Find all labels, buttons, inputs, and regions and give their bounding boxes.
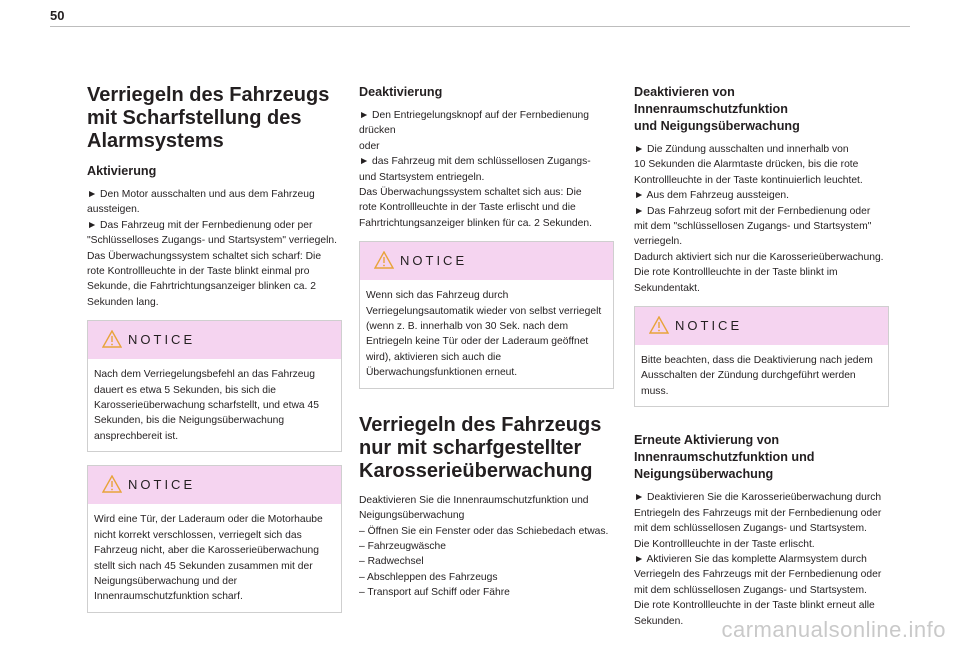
- notice-header: [88, 321, 341, 359]
- warning-triangle-icon: [102, 475, 122, 493]
- list-item: – Abschleppen des Fahrzeugs: [359, 571, 498, 583]
- subheading-deactivate-interior: Deaktivieren von Innenraumschutzfunktion und Neigungsüberwachung: [634, 85, 800, 133]
- notice-box-2: [87, 465, 342, 612]
- section-title-body-monitoring: Verriegeln des Fahrzeugs nur mit scharfgestellter Karosserieüberwachung: [359, 413, 602, 482]
- section-title-locking-alarm: Verriegeln des Fahrzeugs mit Scharfstellung des Alarmsystems: [87, 84, 330, 152]
- deactivate-interior-text: ► Die Zündung ausschalten und innerhalb von 10 Sekunden die Alarmtaste drücken, bis die rote Kontrollleuchte in der Taste kontinuierlich leuchtet. ► Aus dem Fahrzeug aussteigen. ► Das Fahrzeug sofort mit der Fernbedienung oder mit dem "schlüssellosen Zugangs- und Startsystem" verriegeln. Dadurch aktiviert sich nur die Karosserieüberwachung. Die rote Kontrollleuchte in der Taste blinkt im Sekundentakt.: [634, 144, 884, 294]
- subheading-reactivation: Erneute Aktivierung von Innenraumschutzfunktion und Neigungsüberwachung: [634, 433, 815, 482]
- subheading-activation: Aktivierung: [87, 164, 157, 178]
- page-number: 50: [50, 8, 65, 23]
- notice-header: [88, 466, 341, 504]
- deactivation-text: ► Den Entriegelungsknopf auf der Fernbedienung drücken oder ► das Fahrzeug mit dem schlüssellosen Zugangs- und Startsystem entriegeln. Das Überwachungssystem schaltet sich aus: Die rote Kontrollleuchte in der Taste erlischt und die Fahrtrichtungsanzeiger blinken für ca. 2 Sekunden.: [359, 110, 592, 229]
- reactivation-text: ► Deaktivieren Sie die Karosserieüberwachung durch Entriegeln des Fahrzeugs mit der Fernbedienung oder mit dem schlüssellosen Zugangs- und Startsystem. Die Kontrollleuchte in der Taste erlischt. ► Aktivieren Sie das komplette Alarmsystem durch Verriegeln des Fahrzeugs mit der Fernbedienung oder mit dem schlüssellosen Zugangs- und Startsystem. Die rote Kontrollleuchte in der Taste blinkt erneut alle Sekunden.: [634, 492, 882, 627]
- warning-triangle-icon: [102, 330, 122, 348]
- notice-text: Wird eine Tür, der Laderaum oder die Motorhaube nicht korrekt verschlossen, verriegelt sich das Fahrzeug nicht, aber die Karosserieüberwachung stellt sich nach 45 Sekunden zusammen mit der Neigungsüberwachung und der Innenraumschutzfunktion scharf.: [94, 514, 323, 603]
- column-2: [359, 84, 614, 601]
- list-item: – Radwechsel: [359, 556, 424, 568]
- header-rule: [50, 26, 910, 27]
- notice-box-1: [87, 320, 342, 452]
- list-item: – Fahrzeugwäsche: [359, 540, 447, 552]
- notice-header: [635, 307, 888, 345]
- activation-text: ► Den Motor ausschalten und aus dem Fahrzeug aussteigen. ► Das Fahrzeug mit der Fernbedienung oder per "Schlüsselloses Zugangs- und Startsystem" verriegeln. Das Überwachungssystem schaltet sich scharf: Die rote Kontrollleuchte in der Taste blinkt einmal pro Sekunde, die Fahrtrichtungsanzeiger blinken ca. 2 Sekunden lang.: [87, 189, 337, 308]
- subheading-deactivation: Deaktivierung: [359, 85, 443, 99]
- notice-title: NOTICE: [128, 477, 196, 493]
- warning-triangle-icon: [649, 316, 669, 334]
- notice-title: NOTICE: [128, 332, 196, 348]
- notice-box-3: [359, 241, 614, 388]
- notice-title: NOTICE: [400, 253, 468, 269]
- list-item: – Transport auf Schiff oder Fähre: [359, 587, 510, 599]
- notice-text: Wenn sich das Fahrzeug durch Verriegelungsautomatik wieder von selbst verriegelt (wenn z. B. innerhalb von 30 Sek. nach dem Entriegeln keine Tür oder der Laderaum geöffnet wird), aktivieren sich auch die Überwachungsfunktionen erneut.: [366, 290, 602, 379]
- warning-triangle-icon: [374, 251, 394, 269]
- notice-header: [360, 242, 613, 280]
- notice-text: Nach dem Verriegelungsbefehl an das Fahrzeug dauert es etwa 5 Sekunden, bis sich die Karosserieüberwachung scharfstellt, und etwa 45 Sekunden, bis die Neigungsüberwachung ansprechbereit ist.: [94, 369, 319, 442]
- list-item: – Öffnen Sie ein Fenster oder das Schiebedach etwas.: [359, 525, 609, 537]
- notice-text: Bitte beachten, dass die Deaktivierung nach jedem Ausschalten der Zündung durchgeführt werden muss.: [641, 355, 873, 397]
- watermark: carmanualsonline.info: [721, 617, 946, 642]
- situation-list: [359, 524, 614, 601]
- column-3: [634, 84, 889, 629]
- column-1: [87, 84, 342, 626]
- intro-text: Deaktivieren Sie die Innenraumschutzfunktion und Neigungsüberwachung: [359, 494, 589, 522]
- notice-title: NOTICE: [675, 318, 743, 334]
- notice-box-4: [634, 306, 889, 407]
